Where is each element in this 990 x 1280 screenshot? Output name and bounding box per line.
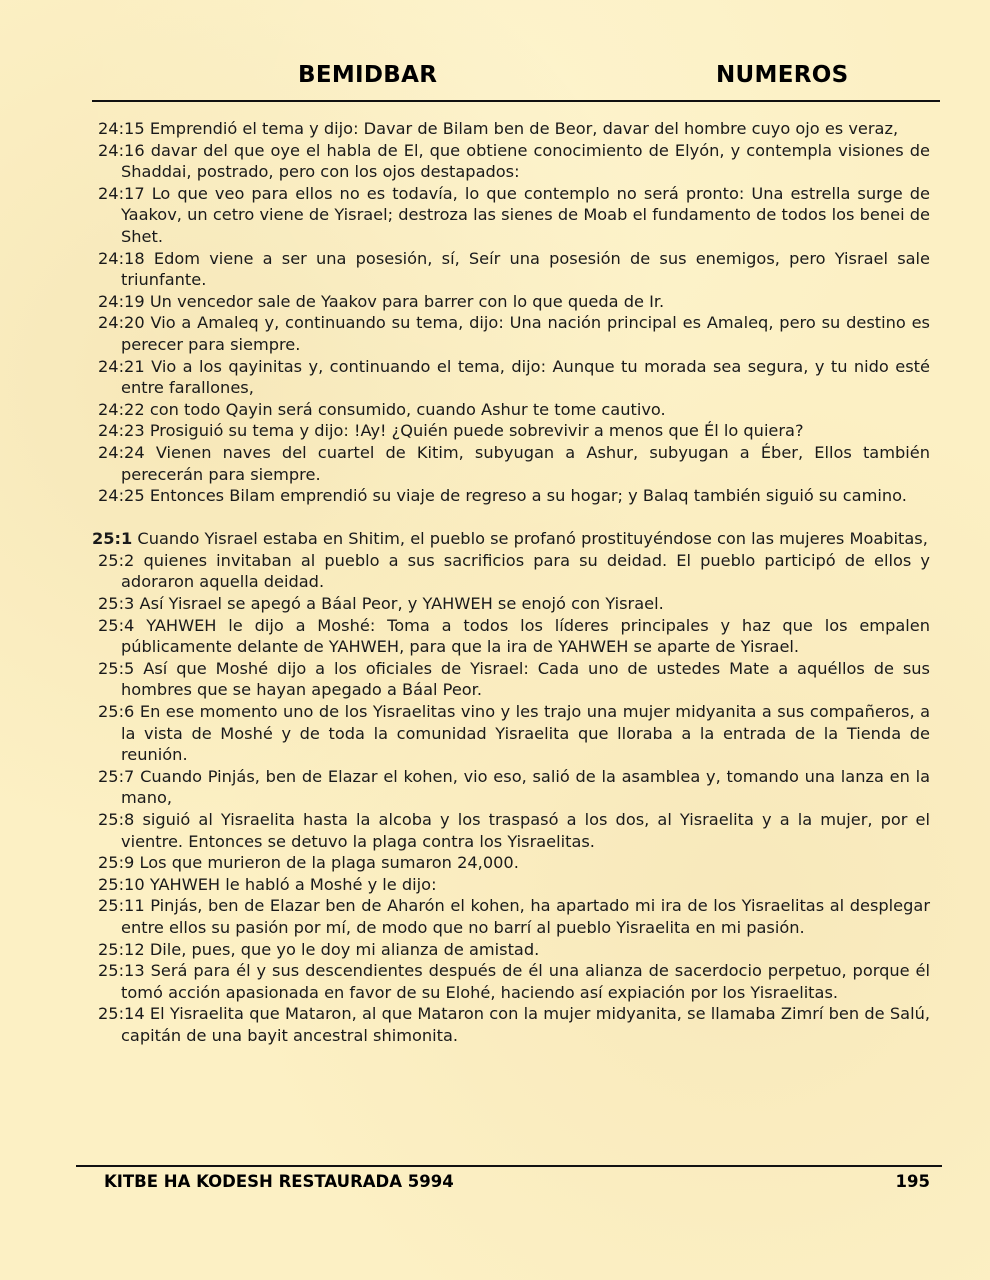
- verse-text: Vienen naves del cuartel de Kitim, subyugan a Ashur, subyugan a Éber, Ellos también perecerán para siempre.: [121, 442, 930, 484]
- verse-number: 25:14: [98, 1004, 145, 1024]
- chapter-gap: [92, 507, 930, 529]
- verse: [92, 442, 930, 485]
- verse: [92, 399, 930, 421]
- verse-text: con todo Qayin será consumido, cuando Ashur te tome cautivo.: [149, 399, 666, 419]
- verse: [92, 485, 930, 507]
- verse: [92, 766, 930, 809]
- verse-text: Dile, pues, que yo le doy mi alianza de amistad.: [149, 939, 540, 959]
- verse-number: 25:12: [98, 939, 145, 959]
- verse: [92, 420, 930, 442]
- verse-text: siguió al Yisraelita hasta la alcoba y los traspasó a los dos, al Yisraelita y a la mujer, por el vientre. Entonces se detuvo la plaga contra los Yisraelitas.: [121, 810, 930, 851]
- verse-text: Lo que veo para ellos no es todavía, lo que contemplo no será pronto: Una estrella surge de Yaakov, un cetro viene de Yisrael; destroza las sienes de Moab el fundamento de todos los benei de Shet.: [121, 183, 930, 246]
- verse-text: davar del que oye el habla de El, que obtiene conocimiento de Elyón, y contempla visiones de Shaddai, postrado, pero con los ojos destapados:: [121, 140, 930, 182]
- verse-text: Pinjás, ben de Elazar ben de Aharón el kohen, ha apartado mi ira de los Yisraelitas al desplegar entre ellos su pasión por mí, de modo que no barrí al pueblo Yisraelita en mi pasión.: [121, 896, 930, 937]
- verse-number: 24:15: [98, 119, 145, 138]
- verse-text: Será para él y sus descendientes después de él una alianza de sacerdocio perpetuo, porque él tomó acción apasionada en favor de su Elohé, haciendo así expiación por los Yisraelitas.: [121, 961, 930, 1002]
- verse-text: Cuando Yisrael estaba en Shitim, el pueblo se profanó prostituyéndose con las mujeres Moabitas,: [137, 529, 928, 549]
- verse-text: YAHWEH le dijo a Moshé: Toma a todos los líderes principales y haz que los empalen públicamente delante de YAHWEH, para que la ira de YAHWEH se aparte de Yisrael.: [121, 615, 930, 657]
- verse: [92, 874, 930, 896]
- verse-text: El Yisraelita que Mataron, al que Mataron con la mujer midyanita, se llamaba Zimrí ben de Salú, capitán de una bayit ancestral shimonita.: [121, 1004, 930, 1045]
- page-footer: [0, 1172, 990, 1196]
- verse-number: 24:24: [98, 442, 145, 462]
- header-right-title: NUMEROS: [716, 62, 849, 88]
- verse-number: 24:17: [98, 183, 145, 203]
- verse: [92, 593, 930, 615]
- scripture-text: [92, 118, 930, 1047]
- verse-text: En ese momento uno de los Yisraelitas vino y les trajo una mujer midyanita a sus compañeros, a la vista de Moshé y de toda la comunidad Yisraelita que lloraba a la entrada de la Tienda de reunión.: [121, 702, 930, 765]
- verse-number: 24:23: [98, 421, 145, 441]
- header-rule: [92, 100, 940, 102]
- chapter-verse-number: 25:1: [92, 529, 133, 549]
- verse: [92, 140, 930, 183]
- verse: [92, 528, 930, 550]
- verse: [92, 960, 930, 1003]
- verse-number: 25:5: [98, 658, 135, 678]
- verse: [92, 356, 930, 399]
- verse: [92, 550, 930, 593]
- verse-number: 24:25: [98, 486, 145, 506]
- verse: [92, 312, 930, 355]
- verse: [92, 615, 930, 658]
- verse: [92, 291, 930, 313]
- verse-text: Cuando Pinjás, ben de Elazar el kohen, vio eso, salió de la asamblea y, tomando una lanza en la mano,: [121, 766, 930, 808]
- verse-number: 24:16: [98, 140, 145, 160]
- verse-number: 25:2: [98, 550, 135, 570]
- verse-text: Así Yisrael se apegó a Báal Peor, y YAHWEH se enojó con Yisrael.: [139, 594, 664, 614]
- verse-number: 25:8: [98, 810, 135, 829]
- verse-text: Los que murieron de la plaga sumaron 24,000.: [139, 853, 519, 873]
- verse-text: Vio a Amaleq y, continuando su tema, dijo: Una nación principal es Amaleq, pero su destino es perecer para siempre.: [121, 313, 930, 354]
- verse-text: Prosiguió su tema y dijo: !Ay! ¿Quién puede sobrevivir a menos que Él lo quiera?: [149, 421, 804, 441]
- verse: [92, 701, 930, 766]
- header-left-title: BEMIDBAR: [298, 62, 438, 88]
- verse-text: Un vencedor sale de Yaakov para barrer con lo que queda de Ir.: [149, 291, 665, 311]
- verse-text: Así que Moshé dijo a los oficiales de Yisrael: Cada uno de ustedes Mate a aquéllos de sus hombres que se hayan apegado a Báal Peor.: [121, 658, 930, 700]
- verse-text: Emprendió el tema y dijo: Davar de Bilam ben de Beor, davar del hombre cuyo ojo es veraz,: [149, 119, 899, 138]
- verse-number: 24:22: [98, 399, 145, 419]
- verse-number: 25:11: [98, 896, 145, 916]
- verse: [92, 895, 930, 938]
- verse: [92, 248, 930, 291]
- verse: [92, 809, 930, 852]
- verse-text: Vio a los qayinitas y, continuando el tema, dijo: Aunque tu morada sea segura, y tu nido esté entre farallones,: [121, 356, 930, 398]
- verse-number: 25:6: [98, 702, 135, 722]
- verse-number: 25:4: [98, 615, 135, 635]
- footer-book-title: KITBE HA KODESH RESTAURADA 5994: [104, 1172, 454, 1191]
- verse-number: 25:13: [98, 961, 145, 981]
- verse-number: 24:18: [98, 248, 145, 268]
- verse-number: 24:20: [98, 313, 145, 333]
- verse: [92, 183, 930, 248]
- page-number: 195: [895, 1172, 930, 1191]
- verse-number: 25:7: [98, 766, 135, 786]
- page-header: [0, 62, 990, 96]
- verse: [92, 939, 930, 961]
- verse-text: Edom viene a ser una posesión, sí, Seír una posesión de sus enemigos, pero Yisrael sale triunfante.: [121, 248, 931, 290]
- verse-text: YAHWEH le habló a Moshé y le dijo:: [149, 874, 437, 894]
- verse-number: 25:10: [98, 874, 145, 894]
- verse: [92, 852, 930, 874]
- verse-number: 25:3: [98, 594, 135, 614]
- verse: [92, 658, 930, 701]
- verse-text: Entonces Bilam emprendió su viaje de regreso a su hogar; y Balaq también siguió su camino.: [149, 486, 907, 506]
- verse: [92, 118, 930, 140]
- verse-number: 25:9: [98, 853, 135, 873]
- verse-text: quienes invitaban al pueblo a sus sacrificios para su deidad. El pueblo participó de ellos y adoraron aquella deidad.: [121, 550, 930, 592]
- footer-rule: [76, 1165, 942, 1167]
- verse: [92, 1003, 930, 1046]
- verse-number: 24:21: [98, 356, 145, 376]
- verse-number: 24:19: [98, 291, 145, 311]
